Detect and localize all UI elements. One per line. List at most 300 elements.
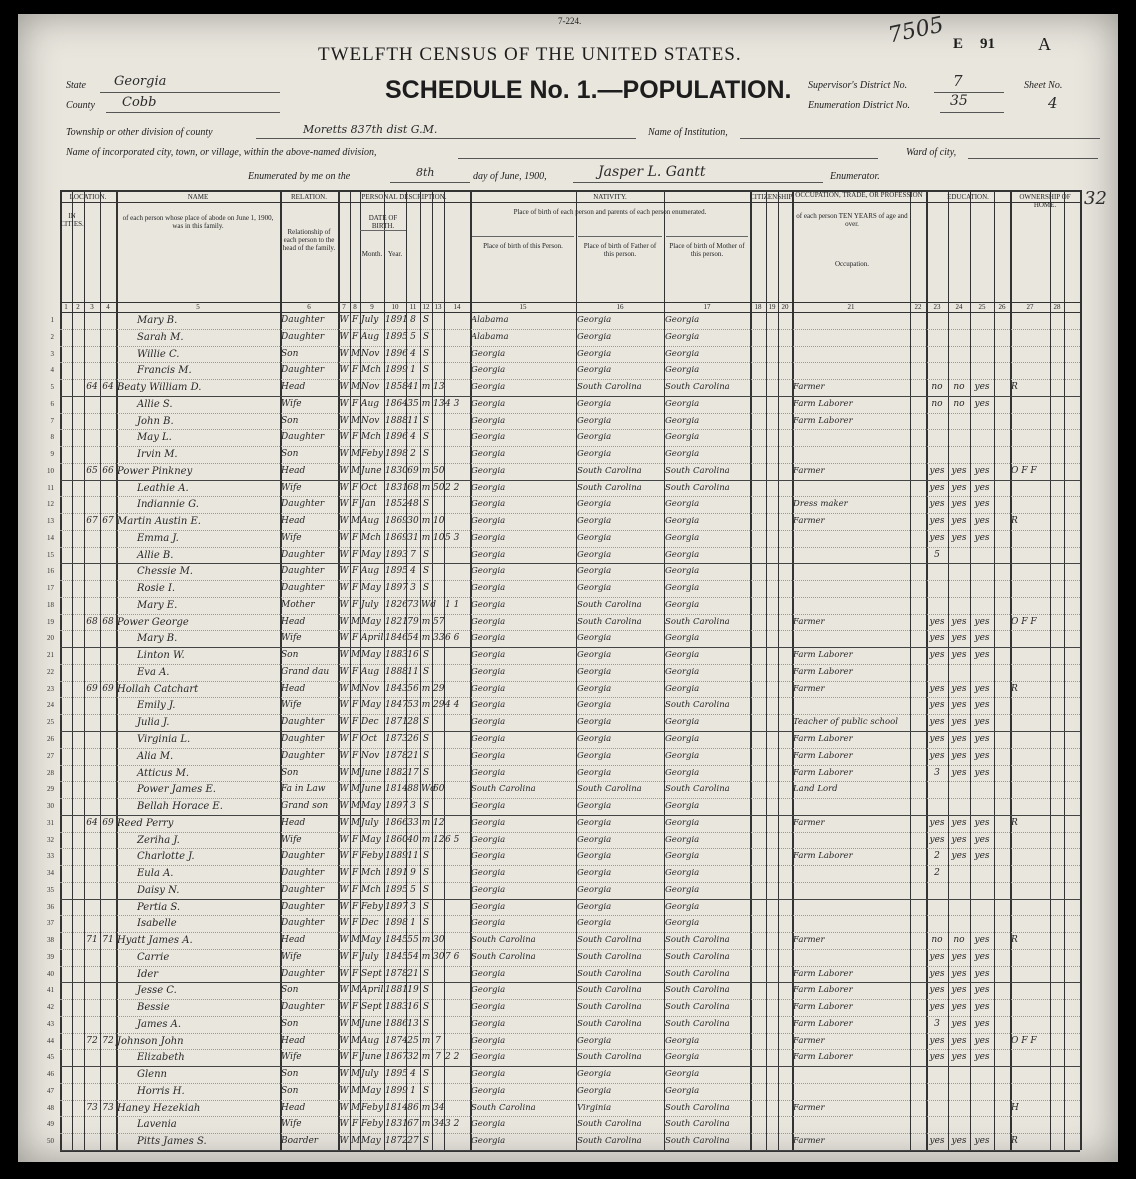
column-number: 8 (353, 303, 357, 311)
cell-own: O F F (1011, 465, 1037, 476)
cell-sex: M (351, 935, 361, 946)
census-title: TWELFTH CENSUS OF THE UNITED STATES. (318, 44, 742, 65)
cell-occ: Farmer (793, 683, 825, 694)
cell-sex: M (351, 767, 361, 778)
cell-rel: Wife (281, 700, 302, 711)
cell-mpob: South Carolina (665, 935, 730, 946)
cell-e3: yes (974, 532, 990, 543)
cell-mo: Sept (361, 968, 382, 979)
cell-ch: 6 6 (445, 633, 460, 644)
row-rule (60, 865, 1080, 866)
cell-age: 40 (407, 834, 419, 845)
cell-sex: M (351, 1035, 361, 1046)
cell-rel: Daughter (281, 499, 325, 510)
row-rule (60, 563, 1080, 564)
cell-yr: 1871 (385, 717, 408, 728)
cell-dw: 68 (86, 616, 98, 627)
cell-mpob: Georgia (665, 918, 700, 929)
cell-sex: M (351, 449, 361, 460)
cell-mpob: South Carolina (665, 951, 730, 962)
cell-ms: S (422, 901, 430, 912)
cell-e1: no (931, 935, 943, 946)
cell-pob: Georgia (471, 348, 506, 359)
cell-sex: M (351, 1069, 361, 1080)
cell-occ: Farm Laborer (793, 968, 853, 979)
column-number: 14 (453, 303, 461, 311)
cell-fpob: Georgia (577, 767, 612, 778)
cell-mpob: Georgia (665, 398, 700, 409)
cell-y: 57 (433, 616, 445, 627)
cell-race: W (339, 315, 349, 325)
cell-pob: Georgia (471, 817, 506, 828)
cell-pob: Georgia (471, 566, 506, 577)
cell-ms: S (422, 717, 430, 728)
line-number: 5 (50, 383, 54, 392)
cell-name: John B. (137, 415, 174, 427)
cell-yr: 1831 (385, 482, 408, 493)
cell-rel: Daughter (281, 750, 325, 761)
cell-pob: Georgia (471, 1085, 506, 1096)
cell-fpob: South Carolina (577, 985, 642, 996)
subhead-occupation-desc: of each person TEN YEARS of age and over. (796, 212, 908, 228)
cell-rel: Daughter (281, 583, 325, 594)
column-number: 16 (616, 303, 624, 311)
cell-e1: yes (929, 482, 945, 493)
letter-e: E (953, 36, 964, 52)
enumeration-label: Enumeration District No. (808, 100, 910, 111)
cell-sex: M (351, 1085, 361, 1096)
cell-sex: F (351, 666, 359, 677)
cell-yr: 1878 (385, 968, 408, 979)
cell-mo: Sept (361, 1002, 382, 1013)
column-number: 4 (106, 303, 110, 311)
cell-age: 21 (407, 750, 419, 761)
cell-sex: F (351, 734, 359, 744)
cell-e2: yes (951, 951, 967, 962)
cell-race: W (339, 1052, 349, 1063)
row-rule (60, 496, 1080, 497)
cell-pob: Georgia (471, 415, 506, 426)
cell-e1: yes (929, 734, 945, 744)
cell-mo: Dec (361, 717, 379, 728)
cell-ms: S (422, 750, 430, 761)
enumeration-value: 35 (950, 93, 968, 109)
cell-e3: yes (974, 1136, 990, 1147)
cell-pob: Georgia (471, 734, 506, 744)
cell-rel: Fa in Law (281, 784, 326, 795)
cell-name: Isabelle (137, 918, 177, 930)
cell-mpob: Georgia (665, 348, 700, 359)
cell-sex: F (351, 599, 359, 610)
cell-e2: yes (951, 1052, 967, 1063)
cell-age: 73 (407, 599, 419, 610)
cell-occ: Farm Laborer (793, 1018, 853, 1029)
row-rule (60, 1083, 1080, 1084)
cell-occ: Farm Laborer (793, 750, 853, 761)
cell-ms: S (422, 767, 430, 778)
cell-ms: m (421, 465, 431, 476)
cell-mpob: Georgia (665, 499, 700, 510)
cell-name: Power George (117, 616, 189, 628)
cell-dw: 72 (86, 1035, 98, 1046)
cell-name: Zeriha J. (137, 834, 180, 846)
subhead-relation-desc: Relationship of each person to the head of the family. (282, 228, 336, 252)
cell-mpob: Georgia (665, 884, 700, 895)
cell-pob: Georgia (471, 717, 506, 728)
cell-mo: April (361, 633, 384, 644)
cell-e1: no (931, 398, 943, 409)
column-number: 2 (76, 303, 80, 311)
cell-fpob: South Carolina (577, 616, 642, 627)
cell-age: 31 (407, 532, 419, 543)
subhead-month: Month. (361, 250, 383, 258)
row-rule (60, 748, 1080, 749)
cell-e3: yes (974, 382, 990, 393)
column-number: 1 (64, 303, 68, 311)
cell-e3: yes (974, 1002, 990, 1013)
cell-fam: 71 (102, 935, 114, 946)
cell-mo: Oct (361, 734, 378, 744)
cell-name: Mary B. (137, 315, 178, 326)
cell-mo: Nov (361, 348, 380, 359)
state-value: Georgia (114, 74, 167, 89)
column-number: 25 (978, 303, 986, 311)
cell-fpob: South Carolina (577, 784, 642, 795)
cell-yr: 1845 (385, 935, 408, 946)
cell-ms: m (421, 683, 431, 694)
column-number: 12 (422, 303, 430, 311)
cell-mpob: South Carolina (665, 784, 730, 795)
cell-pob: Georgia (471, 1052, 506, 1063)
cell-fpob: Georgia (577, 499, 612, 510)
line-number: 44 (47, 1036, 54, 1045)
cell-dw: 64 (86, 817, 98, 828)
cell-e3: yes (974, 817, 990, 828)
column-number: 7 (342, 303, 346, 311)
cell-yr: 1896 (385, 432, 408, 443)
cell-e1: yes (929, 985, 945, 996)
cell-fpob: Virginia (577, 1102, 612, 1113)
cell-mo: Aug (361, 566, 380, 577)
cell-e1: yes (929, 1052, 945, 1063)
sheet-value: 4 (1048, 94, 1058, 112)
line-number: 10 (47, 466, 54, 475)
column-number: 23 (933, 303, 941, 311)
cell-e3: yes (974, 985, 990, 996)
cell-rel: Daughter (281, 884, 325, 895)
cell-race: W (339, 784, 349, 795)
cell-ms: S (422, 449, 430, 460)
cell-pob: Georgia (471, 884, 506, 895)
cell-dw: 65 (86, 465, 98, 476)
cell-e3: yes (974, 650, 990, 661)
letter-a: A (1038, 34, 1051, 54)
cell-fam: 64 (102, 382, 114, 393)
line-number: 46 (47, 1070, 54, 1079)
cell-name: Atticus M. (137, 767, 190, 779)
cell-mo: July (361, 951, 379, 962)
cell-ms: S (422, 315, 430, 325)
row-rule (60, 949, 1080, 950)
cell-fpob: Georgia (577, 532, 612, 543)
row-rule (60, 932, 1080, 933)
row-rule (60, 480, 1080, 481)
cell-mo: Jan (361, 499, 376, 510)
cell-yr: 1830 (385, 465, 408, 476)
cell-race: W (339, 951, 349, 962)
cell-e3: yes (974, 717, 990, 728)
cell-fpob: Georgia (577, 516, 612, 527)
cell-race: W (339, 398, 349, 409)
city-label: Name of incorporated city, town, or village, within the above-named division, (66, 147, 377, 158)
cell-rel: Wife (281, 633, 302, 644)
cell-rel: Head (281, 382, 306, 393)
cell-name: Sarah M. (137, 331, 184, 343)
cell-age: 3 (410, 801, 416, 812)
cell-rel: Daughter (281, 432, 325, 443)
column-rule (100, 190, 101, 1150)
cell-yr: 1897 (385, 901, 408, 912)
cell-name: Emma J. (137, 532, 179, 544)
cell-sex: M (351, 516, 361, 527)
column-number: 15 (519, 303, 527, 311)
cell-race: W (339, 834, 349, 845)
cell-yr: 1891 (385, 868, 408, 879)
row-rule (60, 1116, 1080, 1117)
cell-mpob: Georgia (665, 432, 700, 443)
cell-race: W (339, 935, 349, 946)
cell-race: W (339, 532, 349, 543)
line-number: 22 (47, 667, 54, 676)
cell-mpob: Georgia (665, 1069, 700, 1080)
line-number: 28 (47, 768, 54, 777)
cell-e2: yes (951, 734, 967, 744)
cell-pob: Georgia (471, 901, 506, 912)
cell-sex: M (351, 683, 361, 694)
cell-fpob: Georgia (577, 650, 612, 661)
cell-pob: Georgia (471, 868, 506, 879)
township-value: Moretts 837th dist G.M. (303, 123, 438, 136)
column-rule (910, 190, 911, 1150)
subhead-year: Year. (387, 250, 403, 258)
cell-y: 13 (433, 398, 445, 409)
subhead-rule (472, 236, 574, 237)
row-rule (60, 815, 1080, 816)
cell-pob: Alabama (471, 331, 509, 342)
cell-yr: 1878 (385, 750, 408, 761)
cell-mo: July (361, 1069, 379, 1080)
cell-yr: 1895 (385, 1069, 408, 1080)
cell-ms: S (422, 666, 430, 677)
cell-mo: Nov (361, 415, 380, 426)
cell-e2: yes (951, 616, 967, 627)
cell-sex: M (351, 415, 361, 426)
cell-race: W (339, 1085, 349, 1096)
institution-label: Name of Institution, (648, 127, 728, 138)
row-rule (60, 1150, 1080, 1151)
cell-occ: Farm Laborer (793, 985, 853, 996)
cell-pob: Georgia (471, 834, 506, 845)
cell-age: 56 (407, 683, 419, 694)
cell-ms: m (421, 398, 431, 409)
cell-ms: m (421, 482, 431, 493)
cell-name: Mary E. (137, 599, 178, 611)
cell-fpob: Georgia (577, 348, 612, 359)
cell-fpob: South Carolina (577, 482, 642, 493)
cell-fpob: South Carolina (577, 1136, 642, 1147)
cell-mo: Dec (361, 918, 379, 929)
cell-ch: 4 3 (445, 398, 460, 409)
group-name: NAME (187, 193, 209, 201)
column-number: 6 (307, 303, 311, 311)
cell-pob: South Carolina (471, 951, 536, 962)
line-number: 7 (50, 416, 54, 425)
subhead-birth-person: Place of birth of this Person. (483, 242, 563, 250)
cell-rel: Wife (281, 398, 302, 409)
column-rule (750, 190, 752, 1150)
cell-name: Reed Perry (117, 817, 174, 829)
cell-e2: yes (951, 1035, 967, 1046)
cell-race: W (339, 382, 349, 393)
cell-pob: Georgia (471, 1136, 506, 1147)
cell-ms: S (422, 918, 430, 929)
cell-pob: Georgia (471, 382, 506, 393)
cell-name: Alia M. (137, 750, 174, 762)
cell-e2: yes (951, 499, 967, 510)
cell-y: 12 (433, 817, 445, 828)
line-number: 41 (47, 986, 54, 995)
cell-fpob: Georgia (577, 566, 612, 577)
cell-fam: 69 (102, 683, 114, 694)
form-number: 7-224. (558, 16, 582, 26)
cell-fpob: South Carolina (577, 1002, 642, 1013)
cell-pob: Georgia (471, 365, 506, 376)
cell-pob: Georgia (471, 549, 506, 560)
cell-rel: Daughter (281, 331, 325, 342)
cell-race: W (339, 415, 349, 426)
cell-race: W (339, 566, 349, 577)
cell-fam: 72 (102, 1035, 114, 1046)
cell-race: W (339, 700, 349, 711)
row-rule (60, 899, 1080, 900)
group-rule (60, 202, 1080, 203)
cell-fpob: South Carolina (577, 1052, 642, 1063)
cell-mo: June (361, 767, 382, 778)
cell-occ: Farmer (793, 935, 825, 946)
subhead-birth-father: Place of birth of Father of this person. (583, 242, 657, 258)
subhead-date-of-birth: DATE OF BIRTH. (368, 214, 398, 230)
cell-mpob: Georgia (665, 868, 700, 879)
cell-e2: yes (951, 465, 967, 476)
subhead-birth-mother: Place of birth of Mother of this person. (669, 242, 745, 258)
cell-mo: July (361, 315, 379, 325)
cell-occ: Farm Laborer (793, 767, 853, 778)
cell-rel: Wife (281, 532, 302, 543)
cell-race: W (339, 482, 349, 493)
cell-race: W (339, 817, 349, 828)
cell-mpob: Georgia (665, 750, 700, 761)
cell-y: 30 (433, 935, 445, 946)
subhead-rule (578, 236, 662, 237)
row-rule (60, 966, 1080, 967)
cell-ms: m (421, 1035, 431, 1046)
cell-sex: M (351, 1102, 361, 1113)
cell-yr: 1847 (385, 700, 408, 711)
cell-yr: 1889 (385, 851, 408, 862)
cell-e1: no (931, 382, 943, 393)
cell-e2: yes (951, 717, 967, 728)
cell-race: W (339, 1002, 349, 1013)
line-number: 45 (47, 1053, 54, 1062)
subhead-rule (666, 236, 748, 237)
cell-race: W (339, 1018, 349, 1029)
cell-e2: yes (951, 1002, 967, 1013)
cell-sex: F (351, 951, 359, 962)
cell-ch: 5 3 (445, 532, 460, 543)
cell-e1: yes (929, 633, 945, 644)
cell-yr: 1846 (385, 633, 408, 644)
cell-fpob: Georgia (577, 851, 612, 862)
cell-race: W (339, 801, 349, 812)
cell-e3: yes (974, 398, 990, 409)
enumerated-mid: day of June, 1900, (473, 171, 547, 182)
page-number: 91 (980, 36, 995, 52)
cell-age: 11 (407, 666, 419, 677)
cell-rel: Wife (281, 1052, 302, 1063)
cell-e2: yes (951, 633, 967, 644)
column-number: 13 (434, 303, 442, 311)
cell-ms: m (421, 700, 431, 711)
cell-race: W (339, 616, 349, 627)
group-relation: RELATION. (291, 193, 327, 201)
cell-rel: Head (281, 683, 306, 694)
column-number: 27 (1026, 303, 1034, 311)
cell-y: 7 (435, 1035, 441, 1046)
cell-mpob: Georgia (665, 516, 700, 527)
cell-mpob: South Carolina (665, 382, 730, 393)
cell-dw: 69 (86, 683, 98, 694)
cell-pob: Georgia (471, 666, 506, 677)
cell-e1: 5 (934, 549, 940, 560)
cell-race: W (339, 767, 349, 778)
cell-age: 8 (410, 315, 416, 325)
cell-yr: 1872 (385, 1136, 408, 1147)
group-location: LOCATION. (69, 193, 107, 201)
cell-age: 4 (410, 432, 416, 443)
column-rule (766, 190, 767, 1150)
cell-mpob: South Carolina (665, 482, 730, 493)
line-number: 39 (47, 952, 54, 961)
cell-e3: yes (974, 616, 990, 627)
state-label: State (66, 80, 86, 91)
cell-occ: Dress maker (793, 499, 848, 510)
cell-pob: Georgia (471, 767, 506, 778)
cell-rel: Head (281, 616, 306, 627)
cell-mo: Feby (361, 449, 383, 460)
line-number: 13 (47, 517, 54, 526)
cell-own: R (1011, 382, 1018, 393)
cell-mo: May (361, 834, 381, 845)
cell-fpob: Georgia (577, 549, 612, 560)
column-rule (1010, 190, 1012, 1150)
cell-name: Irvin M. (137, 449, 178, 461)
line-number: 50 (47, 1137, 54, 1146)
cell-sex: F (351, 968, 359, 979)
cell-mo: Oct (361, 482, 378, 493)
cell-e1: yes (929, 817, 945, 828)
cell-e2: yes (951, 767, 967, 778)
cell-mpob: Georgia (665, 734, 700, 744)
